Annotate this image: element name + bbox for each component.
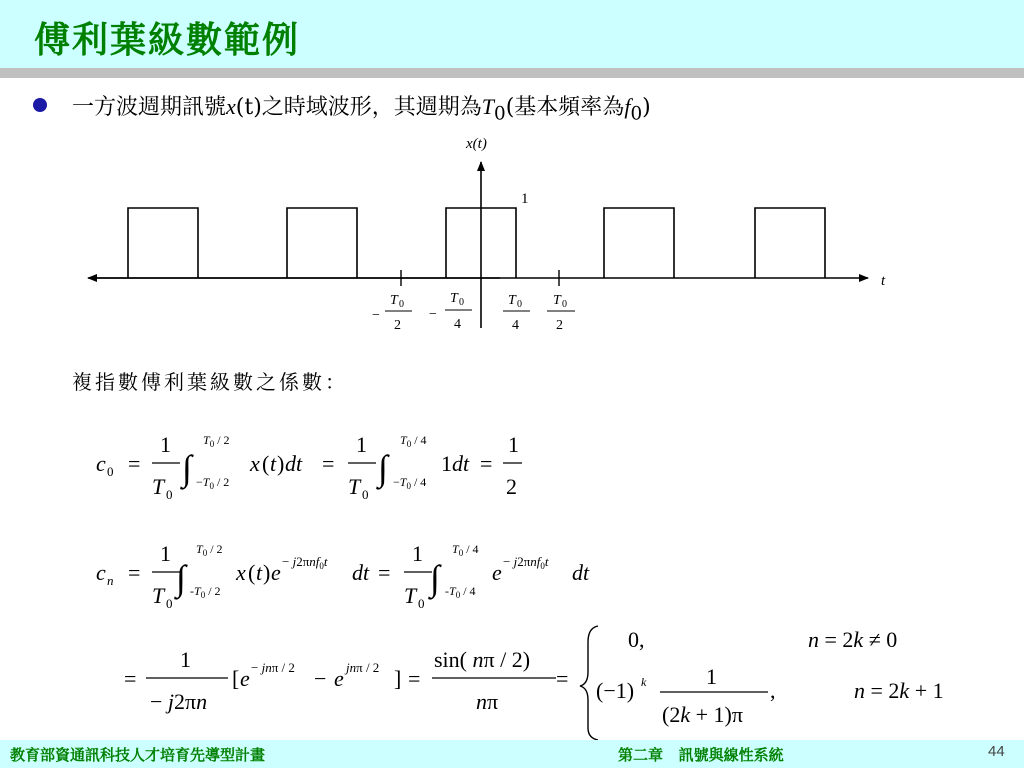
svg-text:1: 1: [412, 541, 423, 566]
svg-text:− j2πn: − j2πn: [150, 689, 208, 714]
equation-cn-result: [124, 626, 944, 740]
svg-text:0: 0: [362, 487, 369, 502]
svg-text:1: 1: [441, 451, 452, 476]
slide-title: 傅利葉級數範例: [34, 20, 301, 61]
equation-cn: [96, 541, 590, 611]
svg-text:T: T: [404, 583, 417, 608]
svg-text:e: e: [271, 560, 281, 585]
svg-text:(2k + 1)π: (2k + 1)π: [662, 702, 743, 727]
svg-text:): ): [277, 451, 285, 476]
svg-text:− j2πnf0t: − j2πnf$_0$t: [282, 554, 328, 571]
svg-text:t: t: [256, 560, 263, 585]
svg-text:dt: dt: [452, 451, 470, 476]
bullet-text-part: 0: [630, 103, 643, 125]
bullet-text-part: 一方波週期訊號: [72, 95, 227, 120]
svg-text:(−1): (−1): [596, 678, 635, 703]
svg-text:=: =: [124, 666, 137, 691]
svg-text:k: k: [641, 675, 647, 689]
svg-text:∫: ∫: [182, 448, 192, 488]
svg-text:nπ: nπ: [476, 689, 499, 714]
svg-text:1: 1: [706, 664, 717, 689]
svg-text:−: −: [372, 308, 380, 323]
svg-text:c: c: [96, 451, 106, 476]
svg-text:T0 / 4: $T_0 / 4$: [400, 433, 427, 449]
bullet-text-part: (t)之時域波形，其週期為: [235, 95, 482, 120]
svg-text:=: =: [128, 560, 141, 585]
svg-text:=: =: [322, 451, 335, 476]
svg-text:=: =: [556, 666, 569, 691]
svg-text:e: e: [240, 666, 250, 691]
bullet-text-part: 0: [494, 103, 506, 125]
svg-text:): ): [263, 560, 271, 585]
bullet-text-part: f: [624, 94, 631, 119]
svg-text:sin( nπ / 2): sin( nπ / 2): [434, 647, 531, 672]
bullet-text-part: ): [642, 95, 651, 120]
svg-text:T: T: [390, 293, 398, 308]
svg-text:T0 / 2: $T_0 / 2$: [203, 433, 230, 449]
svg-text:=: =: [378, 560, 391, 585]
svg-text:− j2πnf0t: − j2πnf$_0$t: [503, 554, 549, 571]
svg-text:T: T: [450, 291, 458, 306]
svg-text:1: 1: [508, 432, 519, 457]
svg-text:∫: ∫: [176, 558, 186, 598]
svg-text:0: 0: [399, 299, 404, 310]
svg-text:∫: ∫: [378, 448, 388, 488]
svg-text:(: (: [248, 560, 256, 585]
svg-text:∫: ∫: [430, 558, 440, 598]
svg-text:0: 0: [562, 299, 567, 310]
svg-text:0: 0: [166, 487, 173, 502]
svg-text:[: [: [232, 666, 240, 691]
svg-text:dt: dt: [352, 560, 370, 585]
footer-chapter: 第二章 訊號與線性系統: [618, 746, 784, 764]
svg-text:dt: dt: [285, 451, 303, 476]
svg-text:T0 / 2: $T_0 / 2$: [196, 542, 223, 558]
svg-text:0,: 0,: [628, 627, 645, 652]
level-label: 1: [521, 191, 529, 207]
svg-text:,: ,: [770, 678, 776, 703]
svg-text:0: 0: [459, 297, 464, 308]
svg-text:(: (: [262, 451, 270, 476]
svg-text:−: −: [314, 666, 327, 691]
svg-text:1: 1: [356, 432, 367, 457]
svg-text:-T0 / 4: $-T_0 / 4$: [445, 584, 476, 600]
bullet-text-part: x: [226, 94, 236, 119]
svg-text:t: t: [270, 451, 277, 476]
footer-program: 教育部資通訊科技人才培育先導型計畫: [10, 746, 266, 764]
page-number: 44: [988, 743, 1005, 760]
x-axis-label: t: [881, 273, 886, 289]
svg-text:x: x: [250, 451, 260, 476]
svg-text:=: =: [408, 666, 421, 691]
svg-text:e: e: [334, 666, 344, 691]
svg-text:2: 2: [556, 318, 563, 333]
svg-text:T0 / 4: $T_0 / 4$: [452, 542, 479, 558]
equation-c0: [96, 432, 522, 502]
svg-text:4: 4: [512, 318, 519, 333]
svg-text:T: T: [152, 474, 165, 499]
svg-text:n: n: [107, 573, 114, 588]
svg-text:jnπ / 2: jnπ / 2: [346, 660, 380, 675]
svg-text:T: T: [508, 293, 516, 308]
svg-text:n = 2k + 1: n = 2k + 1: [854, 678, 944, 703]
svg-text:−T0 / 4: $-T_0 / 4$: [393, 475, 427, 491]
bullet-text-part: T: [481, 94, 495, 119]
svg-text:T: T: [348, 474, 361, 499]
svg-text:1: 1: [160, 541, 171, 566]
svg-text:−: −: [429, 307, 437, 322]
svg-text:x: x: [236, 560, 246, 585]
svg-text:0: 0: [107, 464, 114, 479]
svg-text:2: 2: [506, 474, 517, 499]
bullet-text-part: (基本頻率為: [505, 95, 625, 120]
coefficient-heading: 複指數傅利葉級數之係數：: [72, 370, 348, 394]
svg-text:=: =: [480, 451, 493, 476]
svg-text:2: 2: [394, 318, 401, 333]
svg-text:T: T: [553, 293, 561, 308]
svg-text:e: e: [492, 560, 502, 585]
svg-text:c: c: [96, 560, 106, 585]
svg-text:dt: dt: [572, 560, 590, 585]
svg-text:n = 2k ≠ 0: n = 2k ≠ 0: [808, 627, 898, 652]
svg-text:4: 4: [454, 317, 461, 332]
svg-text:− jnπ / 2: − jnπ / 2: [251, 660, 295, 675]
svg-text:1: 1: [160, 432, 171, 457]
svg-text:-T0 / 2: $-T_0 / 2$: [190, 584, 221, 600]
svg-text:0: 0: [418, 596, 425, 611]
footer-bar: [0, 740, 1024, 768]
y-axis-label: x(t): [466, 136, 487, 152]
svg-text:]: ]: [394, 666, 402, 691]
svg-text:0: 0: [166, 596, 173, 611]
svg-text:=: =: [128, 451, 141, 476]
svg-text:−T0 / 2: $-T_0 / 2$: [196, 475, 230, 491]
svg-text:1: 1: [180, 647, 191, 672]
svg-text:T: T: [152, 583, 165, 608]
svg-text:0: 0: [517, 299, 522, 310]
